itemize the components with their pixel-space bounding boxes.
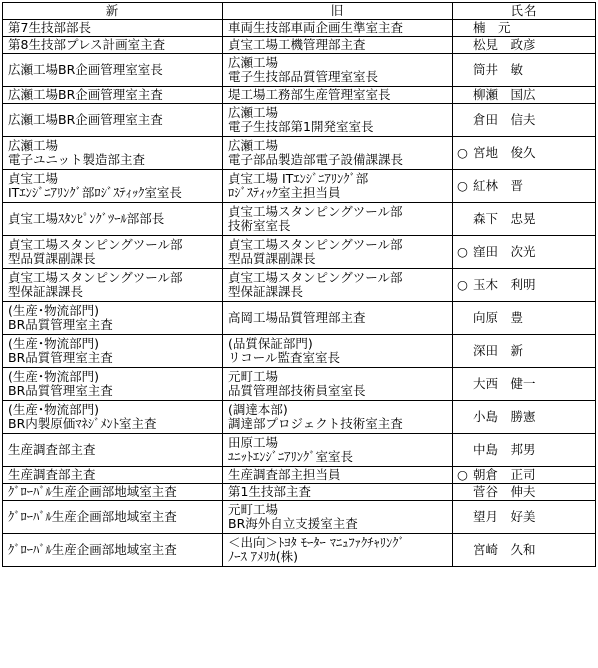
cell-person-name	[453, 37, 596, 54]
cell-old-position: 元町工場 品質管理部技術員室室長	[223, 368, 453, 401]
cell-old-position: 貞宝工場スタンピングツール部 型保証課課長	[223, 269, 453, 302]
cell-person-name	[453, 335, 596, 368]
cell-new-position: 広瀬工場BR企画管理室室長	[3, 54, 223, 87]
cell-new-position: 広瀬工場 電子ユニット製造部主査	[3, 137, 223, 170]
person-name: 望月 好美	[473, 508, 536, 524]
personnel-table	[2, 2, 596, 567]
cell-new-position: 広瀬工場BR企画管理室主査	[3, 104, 223, 137]
cell-old-position: (調達本部) 調達部プロジェクト技術室主査	[223, 401, 453, 434]
cell-new-position: 第7生技部部長	[3, 20, 223, 37]
cell-person-name	[453, 236, 596, 269]
cell-new-position: (生産･物流部門) BR品質管理室主査	[3, 302, 223, 335]
table-row	[3, 37, 596, 54]
cell-person-name	[453, 501, 596, 534]
circle-mark: ○	[457, 177, 468, 193]
cell-person-name	[453, 368, 596, 401]
cell-old-position: 貞宝工場スタンピングツール部 技術室室長	[223, 203, 453, 236]
cell-old-position: 第1生技部主査	[223, 484, 453, 501]
person-name: 宮崎 久和	[473, 541, 536, 557]
person-name: 紅林 晋	[473, 177, 524, 193]
table-row	[3, 534, 596, 567]
table-row	[3, 20, 596, 37]
cell-person-name	[453, 269, 596, 302]
table-row	[3, 335, 596, 368]
cell-old-position: ＜出向＞ﾄﾖﾀ ﾓｰﾀｰ ﾏﾆｭﾌｧｸﾁｬﾘﾝｸﾞ ﾉｰｽ ｱﾒﾘｶ(株)	[223, 534, 453, 567]
cell-old-position: 生産調査部主担当員	[223, 467, 453, 484]
cell-new-position: 生産調査部主査	[3, 434, 223, 467]
table-row	[3, 54, 596, 87]
table-row	[3, 467, 596, 484]
cell-person-name	[453, 434, 596, 467]
person-name: 楠 元	[473, 19, 511, 35]
person-name: 宮地 俊久	[473, 144, 536, 160]
cell-old-position: 広瀬工場 電子部品製造部電子設備課課長	[223, 137, 453, 170]
cell-new-position: 生産調査部主査	[3, 467, 223, 484]
person-name: 深田 新	[473, 342, 524, 358]
cell-old-position: 貞宝工場工機管理部主査	[223, 37, 453, 54]
person-name: 朝倉 正司	[473, 466, 536, 482]
person-name: 中島 邦男	[473, 441, 536, 457]
cell-old-position: (品質保証部門) リコール監査室室長	[223, 335, 453, 368]
cell-new-position: (生産･物流部門) BR品質管理室主査	[3, 335, 223, 368]
person-name: 倉田 信夫	[473, 111, 536, 127]
cell-person-name	[453, 87, 596, 104]
person-name: 小島 勝憲	[473, 408, 536, 424]
table-row	[3, 368, 596, 401]
cell-person-name	[453, 203, 596, 236]
header-row	[3, 3, 596, 20]
cell-old-position: 貞宝工場スタンピングツール部 型品質課副課長	[223, 236, 453, 269]
table-row	[3, 137, 596, 170]
cell-person-name	[453, 302, 596, 335]
cell-old-position: 元町工場 BR海外自立支援室主査	[223, 501, 453, 534]
cell-new-position: ｸﾞﾛｰﾊﾞﾙ生産企画部地域室主査	[3, 534, 223, 567]
cell-new-position: 貞宝工場スタンピングツール部 型品質課副課長	[3, 236, 223, 269]
table-row	[3, 434, 596, 467]
table-row	[3, 302, 596, 335]
person-name: 菅谷 伸夫	[473, 483, 536, 499]
person-name: 森下 忠晃	[473, 210, 536, 226]
cell-person-name	[453, 534, 596, 567]
cell-new-position: 第8生技部プレス計画室主査	[3, 37, 223, 54]
cell-old-position: 広瀬工場 電子生技部品質管理室室長	[223, 54, 453, 87]
person-name: 柳瀬 国広	[473, 86, 536, 102]
cell-old-position: 堤工場工務部生産管理室室長	[223, 87, 453, 104]
table-row	[3, 203, 596, 236]
cell-person-name	[453, 484, 596, 501]
person-name: 窪田 次光	[473, 243, 536, 259]
table-body	[3, 20, 596, 567]
cell-new-position: (生産･物流部門) BR品質管理室主査	[3, 368, 223, 401]
cell-new-position: ｸﾞﾛｰﾊﾞﾙ生産企画部地域室主査	[3, 501, 223, 534]
cell-person-name	[453, 137, 596, 170]
table-row	[3, 269, 596, 302]
header-new: 新	[3, 3, 223, 20]
cell-new-position: 貞宝工場スタンピングツール部 型保証課課長	[3, 269, 223, 302]
table-row	[3, 170, 596, 203]
person-name: 筒井 敏	[473, 61, 524, 77]
cell-person-name	[453, 401, 596, 434]
cell-person-name	[453, 20, 596, 37]
cell-person-name	[453, 170, 596, 203]
cell-new-position: (生産･物流部門) BR内製原価ﾏﾈｼﾞﾒﾝﾄ室主査	[3, 401, 223, 434]
table-row	[3, 236, 596, 269]
table-row	[3, 104, 596, 137]
table-row	[3, 401, 596, 434]
cell-person-name	[453, 104, 596, 137]
table-row	[3, 501, 596, 534]
person-name: 向原 豊	[473, 309, 524, 325]
person-name: 玉木 利明	[473, 276, 536, 292]
header-old: 旧	[223, 3, 453, 20]
cell-person-name	[453, 54, 596, 87]
person-name: 大西 健一	[473, 375, 536, 391]
cell-new-position: 貞宝工場 ITｴﾝｼﾞﾆｱﾘﾝｸﾞ部ﾛｼﾞｽﾃｨｯｸ室室長	[3, 170, 223, 203]
cell-old-position: 高岡工場品質管理部主査	[223, 302, 453, 335]
table-row	[3, 87, 596, 104]
cell-new-position: ｸﾞﾛｰﾊﾞﾙ生産企画部地域室主査	[3, 484, 223, 501]
cell-old-position: 田原工場 ﾕﾆｯﾄｴﾝｼﾞﾆｱﾘﾝｸﾞ室室長	[223, 434, 453, 467]
circle-mark: ○	[457, 276, 468, 292]
person-name: 松見 政彦	[473, 36, 536, 52]
cell-old-position: 広瀬工場 電子生技部第1開発室室長	[223, 104, 453, 137]
cell-new-position: 広瀬工場BR企画管理室主査	[3, 87, 223, 104]
cell-old-position: 車両生技部車両企画生準室主査	[223, 20, 453, 37]
cell-new-position: 貞宝工場ｽﾀﾝﾋﾟﾝｸﾞﾂｰﾙ部部長	[3, 203, 223, 236]
circle-mark: ○	[457, 466, 468, 482]
table-row	[3, 484, 596, 501]
header-name: 氏名	[453, 3, 596, 20]
cell-person-name	[453, 467, 596, 484]
cell-old-position: 貞宝工場 ITｴﾝｼﾞﾆｱﾘﾝｸﾞ部 ﾛｼﾞｽﾃｨｯｸ室主担当員	[223, 170, 453, 203]
circle-mark: ○	[457, 144, 468, 160]
circle-mark: ○	[457, 243, 468, 259]
